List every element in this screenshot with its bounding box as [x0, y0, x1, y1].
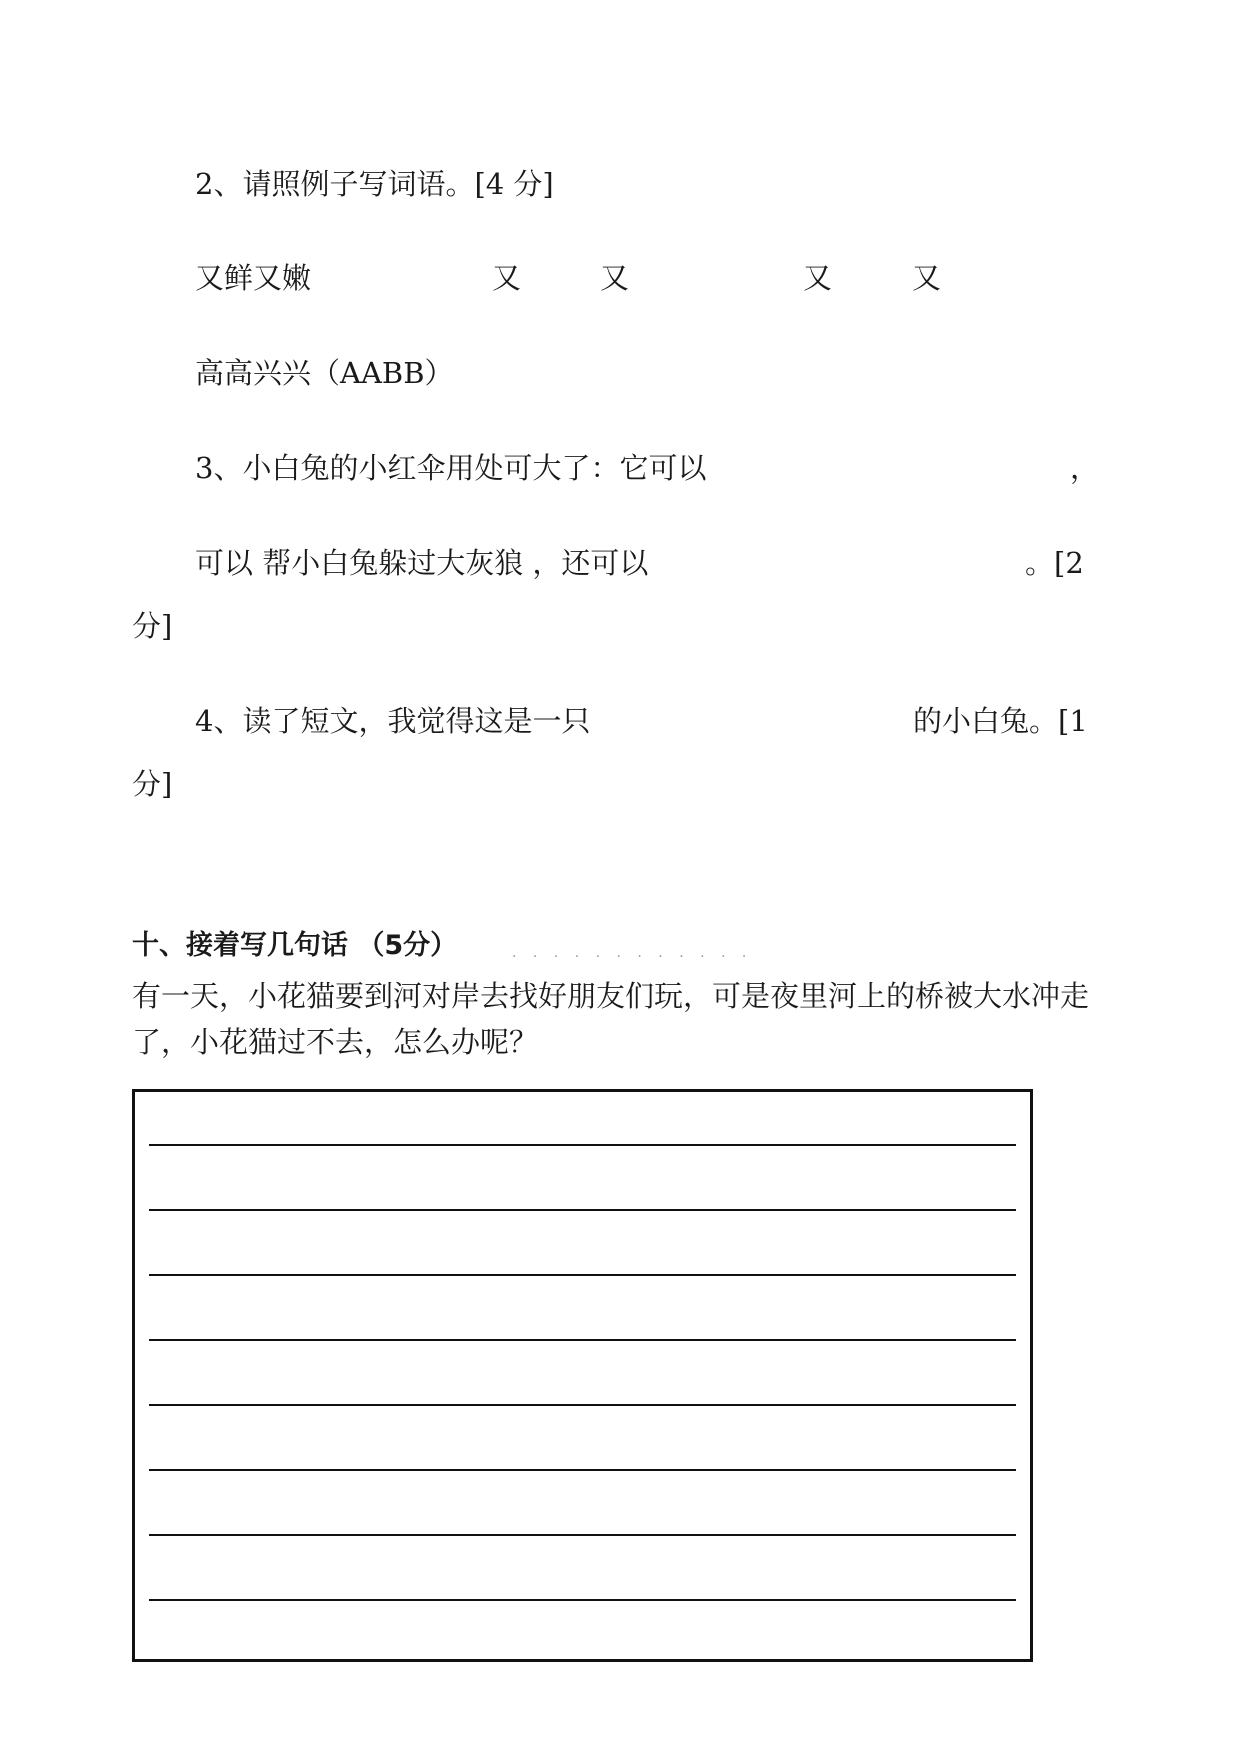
- writing-line: [149, 1144, 1016, 1146]
- writing-box[interactable]: [132, 1089, 1033, 1662]
- q3-line1-comma: ，: [1070, 451, 1100, 485]
- q3-line2-score: 。[2: [1025, 546, 1084, 580]
- q2-blank-a-first: 又: [492, 261, 522, 295]
- section-heading: 十、接着写几句话 （5分）: [132, 930, 458, 961]
- heading-dot-leader: . . . . . . . . . . . .: [512, 945, 753, 961]
- q2-blank-a-second: 又: [600, 261, 630, 295]
- q4-line1-end: 的小白兔。[1: [913, 704, 1088, 738]
- q3-line2: 可以 帮小白兔躲过大灰狼 ，还可以: [195, 546, 649, 580]
- q2-blank-b-first: 又: [803, 261, 833, 295]
- writing-line: [149, 1274, 1016, 1276]
- writing-line: [149, 1209, 1016, 1211]
- q2-title: 2、请照例子写词语。[4 分]: [195, 167, 554, 201]
- section-prompt: 有一天，小花猫要到河对岸去找好朋友们玩，可是夜里河上的桥被大水冲走了，小花猫过不去，怎么办呢？: [132, 979, 1090, 1059]
- q2-example-aabb: 高高兴兴（AABB）: [195, 356, 454, 390]
- writing-line: [149, 1404, 1016, 1406]
- q4-line2-score: 分]: [132, 767, 173, 801]
- q3-line1: 3、小白兔的小红伞用处可大了：它可以: [195, 451, 707, 485]
- writing-line: [149, 1599, 1016, 1601]
- q3-line3-score: 分]: [132, 609, 173, 643]
- q4-line1: 4、读了短文，我觉得这是一只: [195, 704, 591, 738]
- writing-line: [149, 1534, 1016, 1536]
- q2-example-word: 又鲜又嫩: [195, 261, 312, 295]
- writing-line: [149, 1469, 1016, 1471]
- q2-blank-b-second: 又: [912, 261, 942, 295]
- writing-line: [149, 1339, 1016, 1341]
